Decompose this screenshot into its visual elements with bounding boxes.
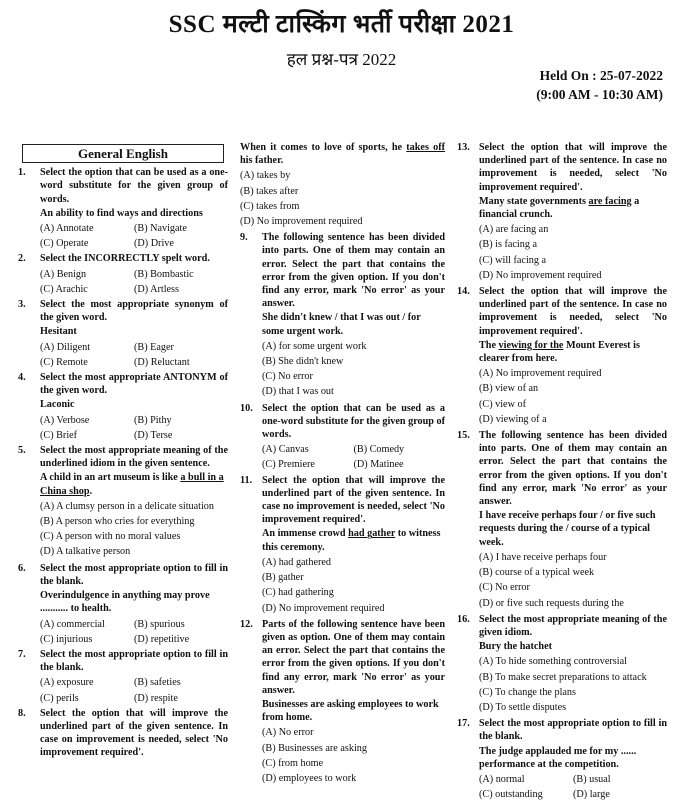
question-2 — [18, 252, 228, 297]
question-13 — [457, 141, 667, 284]
stem-text: a financial crunch. — [479, 195, 640, 221]
question-number: 8. — [18, 707, 26, 719]
question-stem: Hesitant — [40, 326, 77, 338]
question-11 — [240, 474, 445, 617]
underlined-idiom: a bull in a China shop — [40, 472, 224, 497]
option-a: (A) I have receive perhaps four — [479, 551, 607, 563]
question-text: Select the option that will improve the underlined part of the sentence. In case no improvement is needed, select 'No improvement required'. — [479, 286, 667, 337]
option-b: (B) To make secret preparations to attack — [479, 671, 647, 683]
option-a: (A) No error — [262, 727, 314, 739]
option-c: (C) injurious — [40, 633, 93, 645]
option-c: (C) A person with no moral values — [40, 531, 181, 543]
underlined-phrase: viewing for the — [498, 339, 564, 351]
option-a: (A) To hide something controversial — [479, 656, 627, 668]
question-number: 6. — [18, 562, 26, 574]
question-text: Select the option that will improve the underlined part of the given sentence. In case no improvement is needed, select 'No improvement required'. — [262, 474, 445, 526]
question-1 — [18, 166, 228, 251]
question-stem: Laconic — [40, 399, 75, 411]
option-d: (D) or five such requests during the — [479, 597, 624, 609]
column-3 — [457, 140, 667, 802]
question-8-continued — [240, 141, 445, 230]
option-b: (B) Bombastic — [134, 268, 194, 280]
question-15 — [457, 429, 667, 612]
stem-text: Many state governments — [479, 195, 589, 207]
question-6 — [18, 562, 228, 647]
option-d: (D) No improvement required — [240, 216, 363, 228]
question-text: Select the option that will improve the underlined part of the given sentence. In case on improvement is needed, select 'No improvement required'. — [40, 707, 228, 759]
question-10 — [240, 402, 445, 473]
option-d: (D) repetitive — [134, 633, 190, 645]
option-b: (B) gather — [262, 572, 304, 584]
option-b: (B) Eager — [134, 341, 174, 353]
option-c: (C) Arachic — [40, 283, 88, 295]
option-a: (A) are facing an — [479, 224, 549, 236]
exam-time: (9:00 AM - 10:30 AM) — [536, 87, 663, 102]
option-a: (A) exposure — [40, 677, 94, 689]
question-stem: Businesses are asking employees to work from home. — [262, 698, 439, 724]
question-12 — [240, 618, 445, 787]
question-8 — [18, 707, 228, 760]
option-c: (C) Operate — [40, 238, 89, 250]
option-b: (B) safeties — [134, 677, 181, 689]
stem-text: The — [479, 339, 499, 351]
question-number: 3. — [18, 299, 26, 311]
page-subtitle: हल प्रश्न-पत्र 2022 — [286, 50, 397, 69]
option-d: (D) viewing of a — [479, 413, 547, 425]
column-2 — [240, 140, 445, 787]
option-c: (C) view of — [479, 398, 526, 410]
question-14 — [457, 285, 667, 428]
question-stem: An ability to find ways and directions — [40, 207, 203, 219]
question-text: Select the INCORRECTLY spelt word. — [40, 253, 210, 265]
option-a: (A) Benign — [40, 268, 87, 280]
question-text: Select the most appropriate option to fill in the blank. — [40, 648, 228, 674]
option-a: (A) had gathered — [262, 556, 332, 568]
underlined-phrase: takes off — [406, 142, 445, 153]
exam-date-block — [536, 66, 663, 104]
option-c: (C) To change the plans — [479, 686, 576, 698]
question-text: Select the most appropriate synonym of the given word. — [40, 299, 228, 324]
option-b: (B) Navigate — [134, 223, 187, 235]
option-c: (C) will facing a — [479, 254, 547, 266]
section-title: General English — [22, 144, 224, 163]
question-17 — [457, 717, 667, 802]
question-stem — [40, 471, 228, 497]
question-number: 2. — [18, 253, 26, 265]
option-c: (C) takes from — [240, 200, 300, 212]
stem-text: When it comes to love of sports, he — [240, 142, 407, 153]
question-number: 9. — [240, 232, 248, 244]
option-d: (D) No improvement required — [479, 269, 602, 281]
question-stem — [479, 339, 667, 365]
question-text: Select the most appropriate meaning of the underlined idiom in the given sentence. — [40, 445, 228, 470]
option-c: (C) perils — [40, 692, 79, 704]
question-text: The following sentence has been divided into parts. One of them may contain an error. Select the part that contains the error from the given option. If you don't find any error, mark 'No error' as your answer. — [262, 232, 445, 310]
option-c: (C) from home — [262, 757, 324, 769]
question-number: 11. — [240, 474, 253, 486]
question-number: 14. — [457, 286, 470, 298]
question-number: 10. — [240, 402, 253, 414]
stem-text: to witness this ceremony. — [262, 528, 441, 553]
question-number: 7. — [18, 648, 26, 660]
question-number: 13. — [457, 142, 470, 153]
option-a: (A) Diligent — [40, 341, 91, 353]
option-d: (D) To settle disputes — [479, 701, 567, 713]
question-number: 12. — [240, 618, 253, 630]
option-d: (D) that I was out — [262, 386, 334, 398]
option-a: (A) A clumsy person in a delicate situation — [40, 500, 214, 512]
option-d: (D) Terse — [134, 429, 173, 441]
option-a: (A) takes by — [240, 170, 291, 182]
option-d: (D) Reluctant — [134, 356, 190, 368]
question-stem — [262, 527, 445, 553]
option-d: (D) Matinee — [353, 459, 404, 471]
option-c: (C) Brief — [40, 429, 78, 441]
question-4 — [18, 371, 228, 443]
page-title: SSC मल्टी टास्किंग भर्ती परीक्षा 2021 — [168, 11, 515, 38]
question-text: Select the most appropriate ANTONYM of the given word. — [40, 372, 228, 397]
option-c: (C) No error — [479, 582, 530, 594]
stem-text: An immense crowd — [262, 528, 349, 540]
question-stem: Overindulgence in anything may prove ........... to health. — [40, 590, 210, 615]
option-b: (B) spurious — [134, 618, 185, 630]
question-text: Parts of the following sentence have been given as option. One of them may contain an error. Select the part that contains the error from the given options. If you don't find any error, mark 'No error' as your answer. — [262, 618, 445, 696]
option-b: (B) takes after — [240, 185, 299, 197]
question-text: The following sentence has been divided into parts. One of them may contain an error. Select the part that contains the error from the given options. If you don't find any error, mark 'No error' as your answer. — [479, 430, 667, 508]
held-on-date: Held On : 25-07-2022 — [539, 68, 663, 83]
option-c: (C) outstanding — [479, 789, 543, 801]
question-text: Select the option that can be used as a one-word substitute for the given group of words. — [262, 402, 446, 441]
option-b: (B) view of an — [479, 383, 539, 395]
stem-text: Mount Everest is clearer from here. — [479, 339, 640, 365]
question-stem: She didn't knew / that I was out / for some urgent work. — [262, 312, 421, 337]
option-d: (D) A talkative person — [40, 546, 131, 558]
question-7 — [18, 648, 228, 706]
question-number: 16. — [457, 613, 470, 625]
question-3 — [18, 298, 228, 370]
option-b: (B) A person who cries for everything — [40, 516, 195, 528]
question-text: Select the most appropriate meaning of the given idiom. — [479, 613, 667, 638]
option-a: (A) No improvement required — [479, 368, 602, 380]
question-number: 4. — [18, 372, 26, 384]
question-number: 15. — [457, 430, 470, 442]
option-c: (C) had gathering — [262, 587, 334, 599]
question-number: 5. — [18, 445, 26, 457]
stem-text: A child in an art museum is like — [40, 472, 181, 484]
question-16 — [457, 613, 667, 716]
option-d: (D) Drive — [134, 238, 174, 250]
option-d: (D) employees to work — [262, 772, 357, 784]
option-b: (B) She didn't knew — [262, 356, 344, 368]
option-d: (D) No improvement required — [262, 602, 385, 614]
question-5 — [18, 444, 228, 561]
question-text: Select the option that can be used as a one-word substitute for the given group of words. — [40, 167, 228, 205]
question-stem: Bury the hatchet — [479, 641, 553, 653]
option-b: (B) Businesses are asking — [262, 742, 367, 754]
option-c: (C) Remote — [40, 356, 88, 368]
option-a: (A) commercial — [40, 618, 105, 630]
option-a: (A) Verbose — [40, 414, 90, 426]
option-b: (B) usual — [573, 773, 611, 785]
option-a: (A) Annotate — [40, 223, 94, 235]
question-stem: I have receive perhaps four / or five such requests during the / course of a typical week. — [479, 510, 656, 548]
question-number: 17. — [457, 718, 470, 730]
option-c: (C) Premiere — [262, 459, 315, 471]
underlined-phrase: had gather — [348, 528, 396, 540]
stem-text: . — [89, 485, 93, 497]
question-text: Select the most appropriate option to fill in the blank. — [40, 562, 228, 587]
question-text: Select the option that will improve the underlined part of the sentence. In case no improvement is needed, select 'No improvement required'. — [479, 142, 667, 193]
option-b: (B) Comedy — [353, 444, 405, 456]
option-c: (C) No error — [262, 371, 313, 383]
underlined-phrase: are facing — [588, 195, 632, 207]
option-b: (B) is facing a — [479, 239, 537, 251]
question-stem — [240, 141, 445, 167]
option-a: (A) for some urgent work — [262, 340, 367, 352]
question-9 — [240, 231, 445, 400]
option-b: (B) Pithy — [134, 414, 172, 426]
stem-text: his father. — [240, 155, 284, 167]
option-b: (B) course of a typical week — [479, 567, 595, 579]
question-number: 1. — [18, 167, 26, 179]
option-d: (D) large — [573, 789, 610, 801]
question-stem: The judge applauded me for my ...... performance at the competition. — [479, 745, 637, 770]
column-1 — [18, 140, 228, 760]
option-a: (A) Canvas — [262, 444, 309, 456]
option-a: (A) normal — [479, 773, 525, 785]
question-text: Select the most appropriate option to fill in the blank. — [479, 718, 667, 743]
question-stem — [479, 195, 667, 221]
option-d: (D) respite — [134, 692, 178, 704]
option-d: (D) Artless — [134, 283, 179, 295]
